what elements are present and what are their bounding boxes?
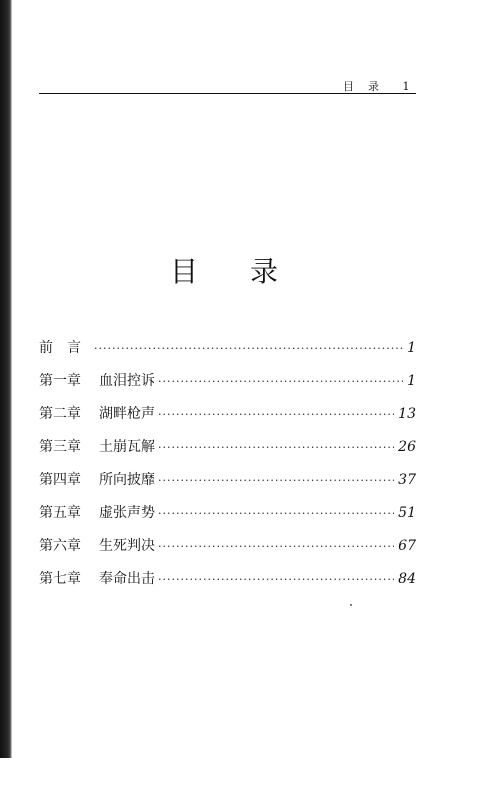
toc-chapter-title: 奉命出击 — [99, 571, 155, 587]
toc-page-number: 1 — [407, 340, 416, 356]
toc-chapter-title: 虚张声势 — [99, 505, 155, 521]
toc-chapter-label: 第六章 — [39, 538, 81, 554]
header-rule — [39, 93, 416, 94]
toc-entry-chapter-1[interactable] — [39, 370, 416, 403]
toc-leader-dots — [158, 474, 394, 487]
toc-chapter-title: 血泪控诉 — [99, 373, 155, 389]
toc-leader-dots — [158, 540, 394, 553]
toc-page-number: 51 — [398, 505, 416, 521]
toc-chapter-label: 第五章 — [39, 505, 81, 521]
toc-chapter-label: 前言 — [39, 340, 95, 356]
toc-page-number: 26 — [398, 439, 416, 455]
toc-entry-chapter-2[interactable] — [39, 403, 416, 436]
table-of-contents — [39, 337, 416, 601]
running-head-title: 目录 — [343, 80, 393, 93]
toc-leader-dots — [158, 441, 394, 454]
toc-page-number: 13 — [398, 406, 416, 422]
scan-speck — [350, 604, 352, 606]
toc-chapter-label: 第一章 — [39, 373, 81, 389]
toc-chapter-title: 土崩瓦解 — [99, 439, 155, 455]
toc-chapter-label: 第三章 — [39, 439, 81, 455]
toc-page-number: 37 — [398, 472, 416, 488]
toc-page-number: 67 — [398, 538, 416, 554]
toc-leader-dots — [94, 342, 403, 355]
page-bottom-margin — [0, 758, 504, 790]
toc-chapter-title: 生死判决 — [99, 538, 155, 554]
toc-chapter-label: 第七章 — [39, 571, 81, 587]
toc-leader-dots — [158, 507, 394, 520]
toc-entry-chapter-5[interactable] — [39, 502, 416, 535]
toc-page-number: 1 — [407, 373, 416, 389]
toc-chapter-title: 湖畔枪声 — [99, 406, 155, 422]
toc-chapter-title: 所向披靡 — [99, 472, 155, 488]
toc-entry-preface[interactable] — [39, 337, 416, 370]
toc-leader-dots — [158, 408, 394, 421]
toc-chapter-label: 第二章 — [39, 406, 81, 422]
running-head-page-number: 1 — [402, 80, 410, 93]
toc-entry-chapter-3[interactable] — [39, 436, 416, 469]
running-head — [343, 78, 410, 94]
toc-chapter-label: 第四章 — [39, 472, 81, 488]
page-title: 目录 — [170, 255, 331, 288]
toc-page-number: 84 — [398, 571, 416, 587]
toc-entry-chapter-7[interactable] — [39, 568, 416, 601]
scan-edge — [0, 0, 12, 790]
toc-entry-chapter-4[interactable] — [39, 469, 416, 502]
toc-entry-chapter-6[interactable] — [39, 535, 416, 568]
toc-leader-dots — [158, 375, 403, 388]
toc-leader-dots — [158, 573, 394, 586]
